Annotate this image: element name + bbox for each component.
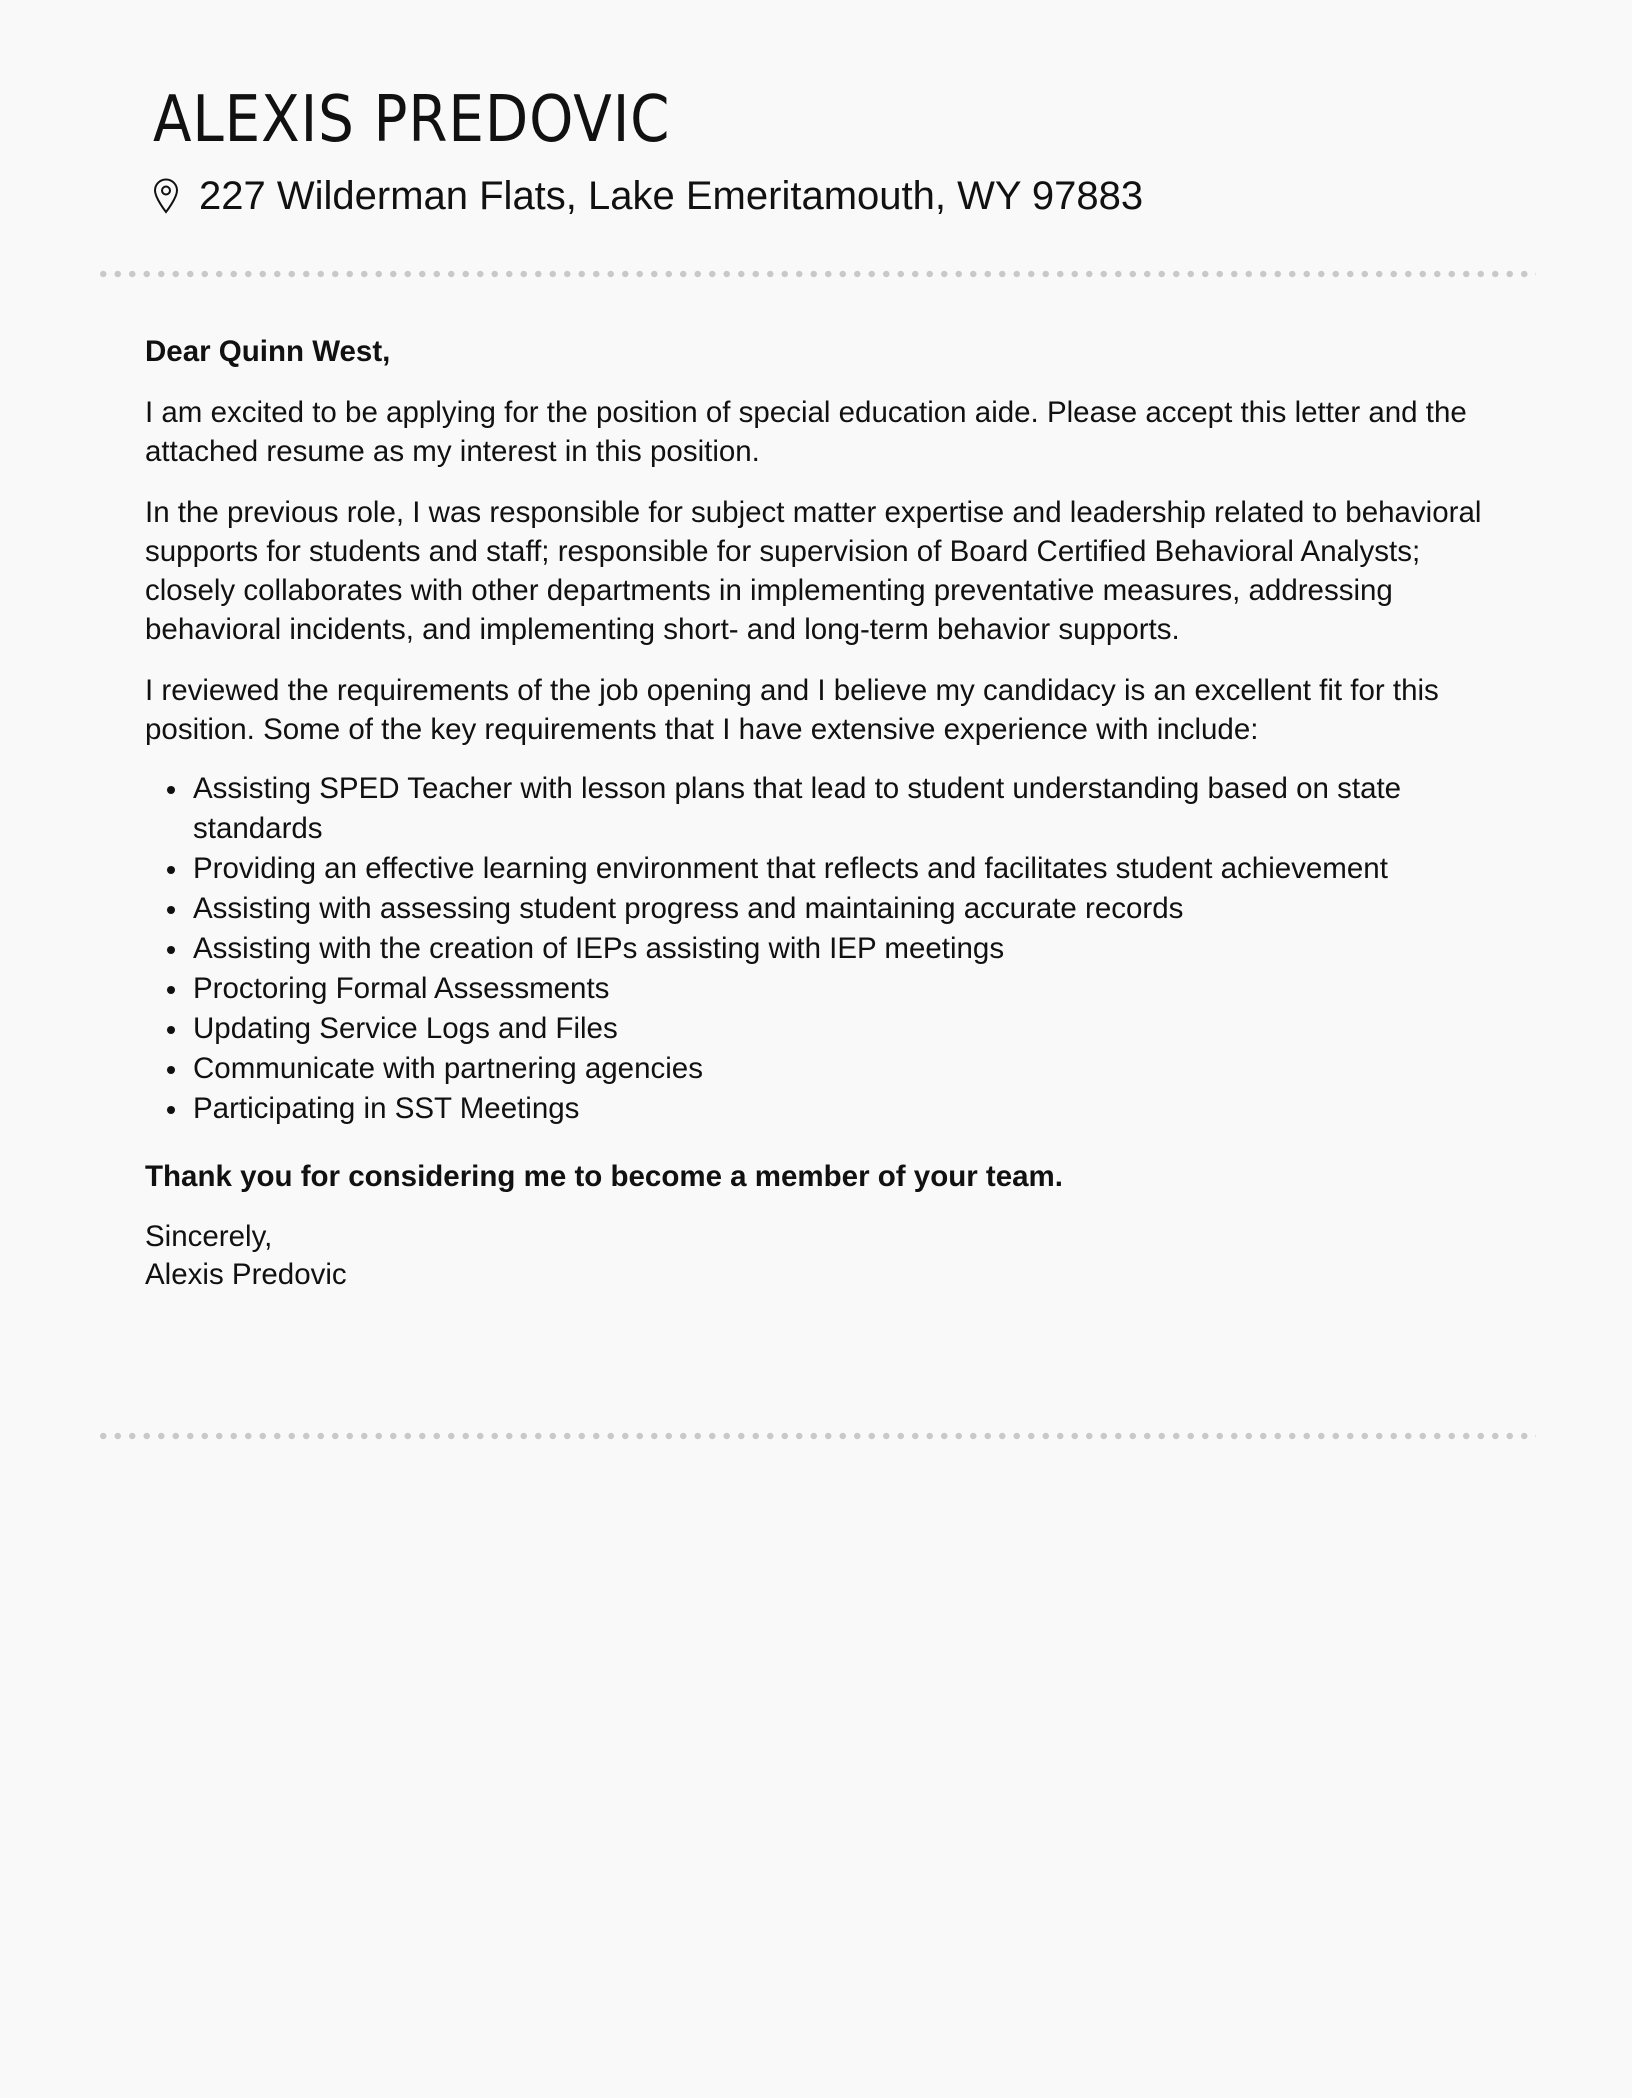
list-item: Assisting SPED Teacher with lesson plans that lead to student understanding based on state standards	[193, 769, 1490, 849]
closing-line: Thank you for considering me to become a member of your team.	[145, 1160, 1063, 1193]
signature-name: Alexis Predovic	[145, 1258, 347, 1291]
list-item: Assisting with the creation of IEPs assisting with IEP meetings	[193, 929, 1490, 969]
paragraph-requirements-intro: I reviewed the requirements of the job opening and I believe my candidacy is an excellent fit for this position. Some of the key requirements that I have extensive experience with include:	[145, 674, 1439, 746]
applicant-address: 227 Wilderman Flats, Lake Emeritamouth, WY 97883	[199, 174, 1144, 218]
location-pin-icon	[153, 178, 179, 214]
list-item: Proctoring Formal Assessments	[193, 969, 1490, 1009]
applicant-name: ALEXIS PREDOVIC	[153, 83, 671, 157]
paragraph-previous-role: In the previous role, I was responsible for subject matter expertise and leadership related to behavioral supports for students and staff; responsible for supervision of Board Certified Behavioral Analysts; closely collaborates with other departments in implementing preventative measures, addressing behavioral incidents, and implementing short- and long-term behavior supports.	[145, 496, 1482, 646]
letter-body	[145, 332, 1490, 1294]
signoff-block	[145, 1218, 1490, 1294]
signoff: Sincerely,	[145, 1220, 273, 1253]
paragraph-intro: I am excited to be applying for the position of special education aide. Please accept this letter and the attached resume as my interest in this position.	[145, 396, 1467, 468]
list-item: Communicate with partnering agencies	[193, 1049, 1490, 1089]
salutation: Dear Quinn West,	[145, 335, 391, 368]
list-item: Assisting with assessing student progress and maintaining accurate records	[193, 889, 1490, 929]
list-item: Participating in SST Meetings	[193, 1089, 1490, 1129]
letter-header	[153, 80, 1513, 226]
list-item: Updating Service Logs and Files	[193, 1009, 1490, 1049]
requirements-list	[145, 769, 1490, 1129]
list-item: Providing an effective learning environment that reflects and facilitates student achievement	[193, 849, 1490, 889]
bottom-dotted-divider	[96, 1432, 1536, 1440]
address-row	[153, 166, 1513, 226]
top-dotted-divider	[96, 270, 1536, 278]
